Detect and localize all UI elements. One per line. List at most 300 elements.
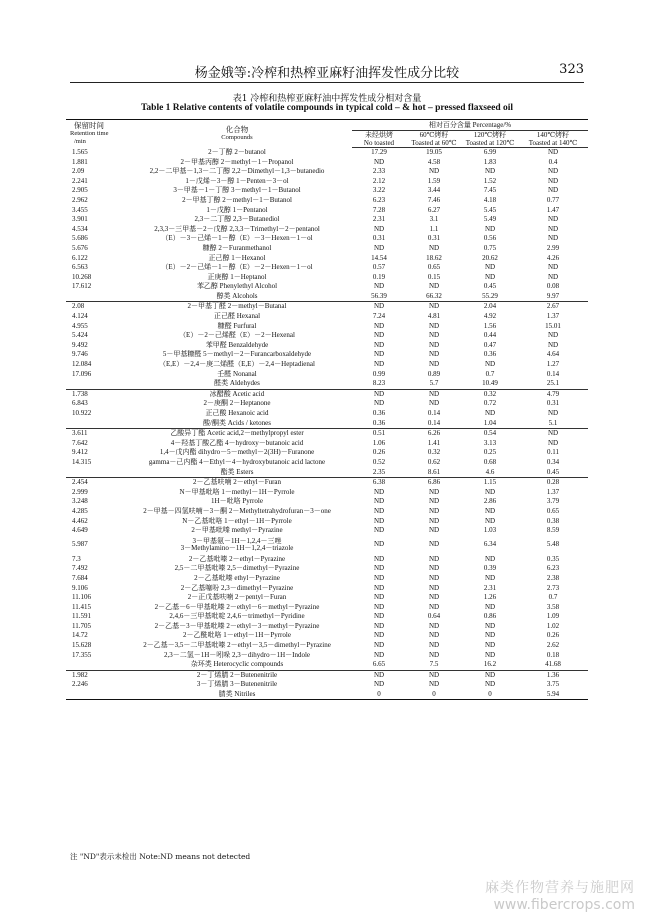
retention-time-cell [66, 418, 122, 428]
compound-name-cell: 正己醇 1－Hexanol [208, 253, 266, 262]
percentage-cell: ND [373, 631, 385, 640]
percentage-cell: 3.58 [546, 602, 560, 611]
retention-time-cell: 17.612 [72, 282, 92, 291]
retention-time-cell: 9.492 [72, 340, 88, 349]
table-row [66, 147, 588, 157]
percentage-cell: ND [484, 506, 496, 515]
percentage-cell: ND [484, 650, 496, 659]
percentage-cell: ND [373, 612, 385, 621]
compound-name-cell: 正庚醇 1－Heptanol [207, 272, 267, 281]
percentage-cell: ND [428, 583, 440, 592]
percentage-cell: ND [373, 399, 385, 408]
percentage-cell: ND [428, 564, 440, 573]
retention-time-cell: 9.412 [72, 448, 88, 457]
percentage-cell: ND [373, 526, 385, 535]
compound-name-cell: 2,5－二甲基吡嗪 2,5－dimethyl－Pyrazine [174, 564, 300, 573]
percentage-cell: ND [484, 224, 496, 233]
compound-name-cell: 苯乙醇 Phenylethyl Alcohol [196, 282, 278, 291]
percentage-cell: ND [428, 554, 440, 563]
retention-time-cell [66, 660, 122, 670]
watermark-url: www.fibercrops.com [493, 897, 635, 913]
percentage-cell: 4.26 [546, 253, 560, 262]
table-row [66, 641, 588, 651]
percentage-cell: 3.22 [372, 186, 386, 195]
percentage-cell: 0.54 [462, 428, 518, 438]
percentage-cell: 6.99 [483, 147, 497, 156]
percentage-cell: ND [428, 573, 440, 582]
header-toasted-120: 120℃烤籽 Toasted at 120℃ [462, 130, 518, 147]
retention-time-cell: 15.628 [72, 641, 92, 650]
percentage-cell: 16.2 [483, 660, 497, 669]
percentage-cell: 0.62 [427, 457, 441, 466]
table-row [66, 272, 588, 282]
retention-time-cell: 7.642 [72, 438, 88, 447]
compound-name-cell: 2－正戊基呋喃 2－pentyl－Furan [187, 593, 287, 602]
percentage-cell: 0.14 [427, 418, 441, 427]
percentage-cell: 0.56 [483, 234, 497, 243]
percentage-cell: ND [547, 263, 559, 272]
compound-name-cell: 2－乙基吡嗪 2－ethyl－Pyrazine [188, 554, 286, 563]
compound-name-cell: 糠醇 2－Furanmethanol [202, 243, 272, 252]
compound-name-cell: 糠醛 Furfural [217, 321, 257, 330]
percentage-cell: ND [428, 360, 440, 369]
retention-time-cell: 14.72 [72, 631, 88, 640]
retention-time-cell: 2.454 [66, 477, 122, 487]
percentage-cell: 25.1 [546, 379, 560, 388]
percentage-cell: 0.45 [546, 467, 560, 476]
percentage-cell: ND [406, 302, 462, 312]
percentage-cell: ND [406, 670, 462, 680]
percentage-cell: 41.68 [545, 660, 561, 669]
percentage-cell: 0.7 [548, 593, 558, 602]
table-subtotal-row [66, 660, 588, 670]
compound-name-cell: 2,3－二氢－1H－吲哚 2,3－dihydro－1H－Indole [163, 650, 311, 659]
compound-name-cell: 醇类 Alcohols [216, 291, 258, 300]
percentage-cell: 0.14 [427, 409, 441, 418]
percentage-cell: ND [352, 670, 406, 680]
percentage-cell: 1.36 [518, 670, 588, 680]
retention-time-cell: 1.565 [72, 147, 88, 156]
compound-name-cell: 2－乙基－3－甲基吡嗪 2－ethyl－3－methyl－Pyrazine [154, 621, 320, 630]
percentage-cell: 0.15 [427, 272, 441, 281]
percentage-cell: 1.56 [483, 321, 497, 330]
retention-time-cell: 1.982 [66, 670, 122, 680]
percentage-cell: 1.09 [546, 612, 560, 621]
percentage-cell: ND [373, 593, 385, 602]
compound-name-cell: 醛类 Aldehydes [214, 379, 260, 388]
percentage-cell: 6.65 [372, 660, 386, 669]
compound-name-cell: 2,2－二甲基－1,3－二丁醇 2,2－Dimethyl－1,3－butanedio [149, 167, 325, 176]
percentage-cell: ND [428, 516, 440, 525]
percentage-cell: 0.38 [546, 516, 560, 525]
compound-name-cell: 3－甲基－1－丁醇 3－methyl－1－Butanol [173, 186, 301, 195]
header-percentage: 相对百分含量 Percentage/% [352, 120, 588, 131]
percentage-cell: ND [373, 497, 385, 506]
table-subtotal-row [66, 292, 588, 302]
percentage-cell: 4.6 [485, 467, 495, 476]
table-row [66, 602, 588, 612]
compound-name-cell: 2－乙基吡嗪 ethyl－Pyrazine [194, 573, 280, 582]
percentage-cell: ND [428, 243, 440, 252]
percentage-cell: 3.13 [483, 438, 497, 447]
percentage-cell: 56.39 [371, 291, 387, 300]
percentage-cell: ND [373, 350, 385, 359]
percentage-cell: ND [373, 506, 385, 515]
percentage-cell: 18.62 [426, 253, 442, 262]
percentage-cell: ND [373, 573, 385, 582]
percentage-cell: ND [373, 650, 385, 659]
percentage-cell: ND [428, 593, 440, 602]
percentage-cell: 0.36 [372, 418, 386, 427]
running-title: 杨金娥等:冷榨和热榨亚麻籽油挥发性成分比较 [194, 66, 460, 81]
retention-time-cell: 4.534 [72, 224, 88, 233]
header-toasted-60: 60℃烤籽 Toasted at 60℃ [406, 130, 462, 147]
percentage-cell: 1.02 [546, 621, 560, 630]
percentage-cell: ND [484, 602, 496, 611]
percentage-cell: 2.31 [483, 583, 497, 592]
compound-name-cell: 酸/酮类 Acids / ketones [203, 418, 271, 427]
percentage-cell: ND [373, 602, 385, 611]
table-row [66, 497, 588, 507]
retention-time-cell: 9.746 [72, 350, 88, 359]
percentage-cell: 0.65 [427, 263, 441, 272]
percentage-cell: 0.26 [546, 631, 560, 640]
percentage-cell: 2.04 [462, 302, 518, 312]
percentage-cell: 0.44 [483, 331, 497, 340]
percentage-cell: 0.51 [352, 428, 406, 438]
percentage-cell: ND [406, 389, 462, 399]
percentage-cell: ND [547, 409, 559, 418]
retention-time-cell: 11.705 [72, 621, 91, 630]
retention-time-cell: 6.563 [72, 263, 88, 272]
retention-time-cell: 2.241 [72, 176, 88, 185]
retention-time-cell: 17.096 [72, 369, 92, 378]
table-row [66, 631, 588, 641]
percentage-cell: 0.08 [546, 282, 560, 291]
table-row [66, 369, 588, 379]
table-row [66, 196, 588, 206]
table-row [66, 526, 588, 536]
table-subtotal-row [66, 467, 588, 477]
percentage-cell: ND [428, 680, 440, 689]
table-row [66, 331, 588, 341]
compound-name-cell: 1,4－戊内酯 dihydro－5－methyl－2(3H)－Furanone [159, 448, 315, 457]
percentage-cell: 15.01 [545, 321, 561, 330]
header-retention-time: 保留时间 Retention time /min [66, 120, 122, 148]
table-subtotal-row [66, 418, 588, 428]
percentage-cell: ND [373, 360, 385, 369]
percentage-cell: ND [484, 631, 496, 640]
compound-name-cell: 腈类 Nitriles [122, 690, 352, 700]
compound-name-cell: 2－丁烯腈 2－Butenenitrile [122, 670, 352, 680]
percentage-cell: ND [373, 516, 385, 525]
retention-time-cell: 3.611 [66, 428, 122, 438]
percentage-cell: ND [428, 641, 440, 650]
percentage-cell: 0.39 [483, 564, 497, 573]
compound-name-cell: 2－甲基－四氢呋喃－3－酮 2－Methyltetrahydrofuran－3－one [143, 506, 331, 515]
table-footnote: 注 "ND"表示未检出 Note:ND means not detected [70, 852, 251, 861]
table-row [66, 448, 588, 458]
compound-name-cell: 2－乙基呋喃 2－ethyl－Furan [122, 477, 352, 487]
retention-time-cell: 3.248 [72, 497, 88, 506]
retention-time-cell: 11.415 [72, 602, 91, 611]
header-toasted-140: 140℃烤籽 Toasted at 140℃ [518, 130, 588, 147]
retention-time-cell [66, 690, 122, 700]
percentage-cell: ND [547, 215, 559, 224]
percentage-cell: 2.86 [483, 497, 497, 506]
percentage-cell: 1.59 [427, 176, 441, 185]
table-row [66, 350, 588, 360]
percentage-cell: 6.23 [372, 195, 386, 204]
table-row [66, 167, 588, 177]
compound-name-cell: 2－乙基－6－甲基吡嗪 2－ethyl－6－methyl－Pyrazine [154, 602, 320, 611]
percentage-cell: 1.1 [429, 224, 439, 233]
percentage-cell: ND [462, 670, 518, 680]
retention-time-cell: 5.686 [72, 234, 88, 243]
percentage-cell: 4.64 [546, 350, 560, 359]
percentage-cell: ND [428, 621, 440, 630]
percentage-cell: 4.58 [427, 157, 441, 166]
compound-name-cell: （E,E）－2,4－庚二烯醛（E,E）－2,4－Heptadienal [159, 360, 315, 369]
table-row [66, 650, 588, 660]
retention-time-cell: 14.315 [72, 457, 92, 466]
table-row [66, 312, 588, 322]
percentage-cell: ND [373, 554, 385, 563]
percentage-cell: 0.72 [483, 399, 497, 408]
percentage-cell: 5.49 [483, 215, 497, 224]
percentage-cell: 0.89 [427, 369, 441, 378]
percentage-cell: 5.1 [548, 418, 558, 427]
table-row [66, 302, 588, 312]
percentage-cell: 8.61 [427, 467, 441, 476]
site-watermark [485, 877, 635, 913]
retention-time-cell: 1.738 [66, 389, 122, 399]
table-row [66, 439, 588, 449]
percentage-cell: 0.32 [427, 448, 441, 457]
table-row [66, 622, 588, 632]
percentage-cell: 5.94 [518, 690, 588, 700]
compound-name-cell: 2－庚酮 2－Heptanone [203, 399, 271, 408]
percentage-cell: 0.32 [462, 389, 518, 399]
table-row [66, 458, 588, 468]
retention-time-cell: 6.122 [72, 253, 88, 262]
compound-name-cell: （E）－2－己烯醛（E）－2－Hexenal [179, 331, 295, 340]
retention-time-cell: 9.106 [72, 583, 88, 592]
compound-name-cell: 5－甲基糠醛 5－methyl－2－Furancarboxaldehyde [162, 350, 312, 359]
table-row [66, 574, 588, 584]
percentage-cell: 66.32 [426, 291, 442, 300]
percentage-cell: 0.86 [483, 612, 497, 621]
percentage-cell: 0.57 [372, 263, 386, 272]
percentage-cell: 1.52 [483, 176, 497, 185]
percentage-cell: 0.4 [548, 157, 558, 166]
table-caption-cn: 表1 冷榨和热榨亚麻籽油中挥发性成分相对含量 [232, 94, 422, 104]
compound-name-cell: 3－丁烯腈 3－Butenenitrile [196, 680, 278, 689]
table-row [66, 263, 588, 273]
percentage-cell: 5.48 [546, 540, 560, 549]
compound-name-cell: 冰醋酸 Acetic acid [122, 389, 352, 399]
percentage-cell: 2.62 [546, 641, 560, 650]
compound-name-cell: 1H－吡咯 Pyrrole [211, 497, 263, 506]
table-row [66, 554, 588, 564]
percentage-cell: 0.65 [546, 506, 560, 515]
retention-time-cell: 11.591 [72, 612, 91, 621]
retention-time-cell: 2.962 [72, 195, 88, 204]
compound-name-cell: 壬醛 Nonanal [217, 369, 257, 378]
table-row [66, 282, 588, 292]
compound-name-line: 3－Methylamino－1H－1,2,4－triazole [180, 543, 294, 552]
percentage-cell: 7.28 [372, 205, 386, 214]
retention-time-cell: 5.424 [72, 331, 88, 340]
percentage-cell: ND [484, 573, 496, 582]
table-caption-en: Table 1 Relative contents of volatile compounds in typical cold – & hot – pressed flaxseed oil [140, 103, 514, 113]
percentage-cell: ND [484, 487, 496, 496]
percentage-cell: 0.47 [483, 340, 497, 349]
compound-name-cell: 2－乙酰吡咯 1－ethyl－1H－Pyrrole [183, 631, 291, 640]
percentage-cell: 0.11 [547, 448, 560, 457]
percentage-cell: ND [547, 176, 559, 185]
percentage-cell: ND [428, 340, 440, 349]
table-row [66, 360, 588, 370]
table-row [66, 205, 588, 215]
percentage-cell: ND [428, 650, 440, 659]
percentage-cell: 1.41 [427, 438, 441, 447]
compound-name-cell: 2－乙基噻吩 2,3－dimethyl－Pyrazine [180, 583, 294, 592]
table-row [66, 612, 588, 622]
percentage-cell: ND [428, 526, 440, 535]
percentage-cell: 4.79 [518, 389, 588, 399]
percentage-cell: 8.59 [546, 526, 560, 535]
volatile-compounds-table [66, 119, 588, 700]
compound-name-cell: 2,3,3－三甲基－2－戊醇 2,3,3－Trimethyl－2－pentanol [154, 224, 320, 233]
table-subtotal-row [66, 379, 588, 389]
percentage-cell: ND [428, 631, 440, 640]
compound-name-cell: 正己醛 Hexanal [213, 312, 261, 321]
retention-time-cell [66, 467, 122, 477]
percentage-cell: 6.26 [406, 428, 462, 438]
percentage-cell: 1.15 [462, 477, 518, 487]
percentage-cell: 0.25 [483, 448, 497, 457]
percentage-cell: ND [484, 680, 496, 689]
percentage-cell: 0.31 [546, 399, 560, 408]
percentage-cell: ND [547, 147, 559, 156]
retention-time-cell: 4.462 [72, 516, 88, 525]
compound-name-cell: 杂环类 Heterocyclic compounds [190, 660, 284, 669]
retention-time-cell: 5.676 [72, 243, 88, 252]
percentage-cell: ND [484, 641, 496, 650]
percentage-cell: 1.37 [546, 312, 560, 321]
percentage-cell: 0.36 [372, 409, 386, 418]
percentage-cell: 0.99 [372, 369, 386, 378]
percentage-cell: ND [547, 167, 559, 176]
percentage-cell: ND [428, 331, 440, 340]
percentage-cell: 7.45 [483, 186, 497, 195]
table-row [66, 157, 588, 167]
percentage-cell: ND [373, 621, 385, 630]
compound-name-cell: （E）－2－己烯－1－醇（E）－2－Hexen－1－ol [161, 263, 313, 272]
percentage-cell: 3.75 [546, 680, 560, 689]
table-row [66, 234, 588, 244]
compound-name-cell: 1－戊烯－3－醇 1－Penten－3－ol [185, 176, 289, 185]
percentage-cell: ND [428, 602, 440, 611]
percentage-cell: 0.18 [546, 650, 560, 659]
table-row [66, 583, 588, 593]
retention-time-cell: 10.268 [72, 272, 92, 281]
percentage-cell: ND [428, 167, 440, 176]
percentage-cell: ND [547, 340, 559, 349]
percentage-cell: 0 [462, 690, 518, 700]
percentage-cell: 0.31 [372, 234, 386, 243]
percentage-cell: 7.24 [372, 312, 386, 321]
percentage-cell: ND [373, 641, 385, 650]
percentage-cell: 6.34 [483, 540, 497, 549]
compound-name-cell: 1－戊醇 1－Pentanol [206, 205, 268, 214]
percentage-cell: 2.35 [372, 467, 386, 476]
percentage-cell: ND [373, 340, 385, 349]
retention-time-cell [66, 292, 122, 302]
percentage-cell: ND [484, 516, 496, 525]
retention-time-cell: 4.285 [72, 506, 88, 515]
percentage-cell: ND [428, 540, 440, 549]
retention-time-cell: 7.684 [72, 573, 88, 582]
compound-name-cell: 4－羟基丁酸乙酯 4－hydroxy－butanoic acid [170, 438, 304, 447]
percentage-cell: 3.1 [429, 215, 439, 224]
table-row [66, 535, 588, 554]
compound-name-cell: 酯类 Esters [220, 467, 254, 476]
retention-time-cell: 3.455 [72, 205, 88, 214]
table-row [66, 487, 588, 497]
compound-name-cell: 2,4,6－三甲基吡啶 2,4,6－trimethyl－Pyridine [169, 612, 305, 621]
watermark-name: 麻类作物营养与施肥网 [485, 880, 635, 896]
percentage-cell: 5.45 [483, 205, 497, 214]
percentage-cell: ND [518, 428, 588, 438]
percentage-cell: 6.23 [546, 564, 560, 573]
percentage-cell: ND [547, 234, 559, 243]
table-row [66, 409, 588, 419]
percentage-cell: ND [373, 564, 385, 573]
percentage-cell: 0.35 [546, 554, 560, 563]
compound-name-cell: 苯甲醛 Benzaldehyde [205, 340, 269, 349]
page-number: 323 [559, 62, 584, 77]
percentage-cell: 4.18 [483, 195, 497, 204]
retention-time-cell [66, 379, 122, 389]
compound-name-cell: 2,3－二丁醇 2,3－Butanediol [194, 215, 280, 224]
header-no-toasted: 未经烘烤 No toasted [352, 130, 406, 147]
percentage-cell: ND [484, 263, 496, 272]
percentage-cell: ND [484, 554, 496, 563]
percentage-cell: 1.27 [546, 360, 560, 369]
percentage-cell: 3.44 [427, 186, 441, 195]
percentage-cell: 6.86 [406, 477, 462, 487]
percentage-cell: ND [428, 506, 440, 515]
percentage-cell: 17.29 [371, 147, 387, 156]
percentage-cell: 1.06 [372, 438, 386, 447]
table-row [66, 321, 588, 331]
retention-time-cell: 11.106 [72, 593, 91, 602]
compound-name-cell: 2－甲基吡嗪 methyl－Pyrazine [191, 526, 283, 535]
percentage-cell: ND [484, 409, 496, 418]
table-row [66, 215, 588, 225]
retention-time-cell: 2.246 [72, 680, 88, 689]
percentage-cell: 0.68 [483, 457, 497, 466]
percentage-cell: ND [484, 167, 496, 176]
table-row [66, 680, 588, 690]
percentage-cell: 4.81 [427, 312, 441, 321]
percentage-cell: ND [484, 272, 496, 281]
percentage-cell: 1.04 [483, 418, 497, 427]
percentage-cell: 0.45 [483, 282, 497, 291]
table-row [66, 389, 588, 399]
